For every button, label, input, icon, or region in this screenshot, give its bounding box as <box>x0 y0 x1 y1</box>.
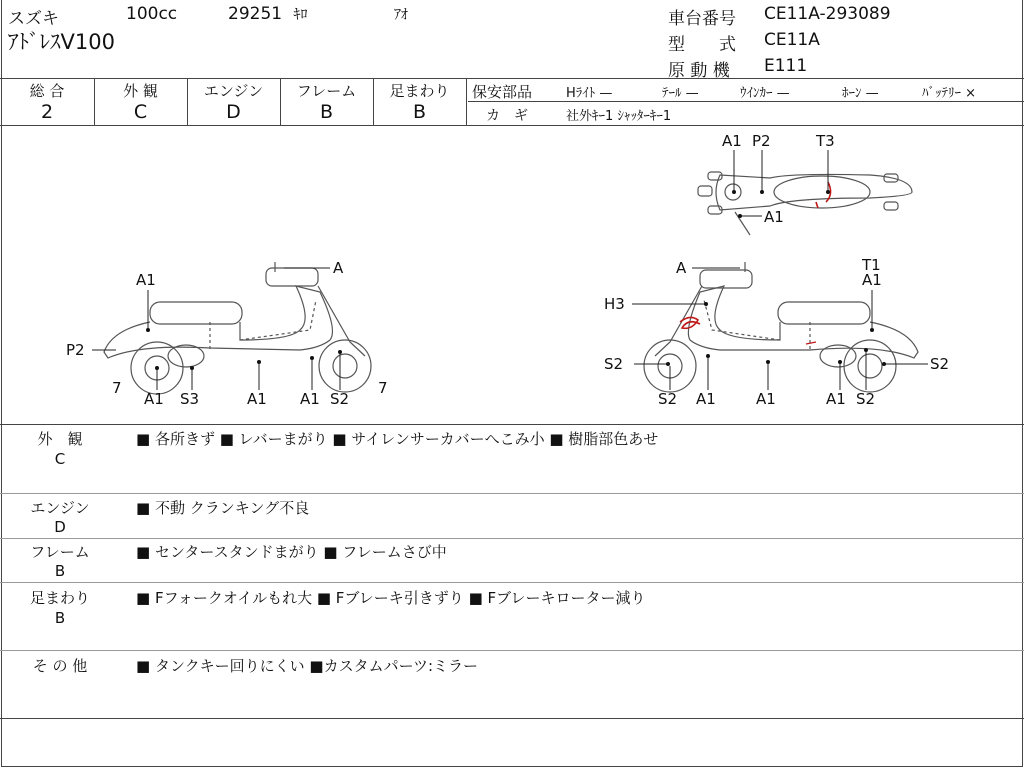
safety-label: 保安部品 <box>472 83 533 101</box>
diag-right-s2-b2: S2 <box>856 390 876 408</box>
rule <box>0 538 1024 539</box>
diag-top-a1-side: A1 <box>764 208 784 226</box>
mileage-value: 29251 <box>228 4 283 24</box>
diag-right-a1-b1: A1 <box>696 390 716 408</box>
safety-item-headlight: Hﾗｲﾄ — <box>566 86 613 101</box>
diag-right-a1-b3: A1 <box>826 390 846 408</box>
diag-left-7a: 7 <box>112 379 122 397</box>
diag-left-s3: S3 <box>180 390 200 408</box>
rule <box>468 101 1024 102</box>
section-text-frame: ■ センタースタンドまがり ■ フレームさび中 <box>136 543 447 561</box>
score-label-engine: エンジン <box>203 82 264 100</box>
score-value-suspension: B <box>412 101 427 123</box>
model-name: ｱﾄﾞﾚｽV100 <box>8 30 115 54</box>
diag-right-a: A <box>676 259 687 277</box>
score-value-exterior: C <box>133 101 148 123</box>
mileage <box>228 4 308 24</box>
frame-no-label: 車台番号 <box>668 9 736 29</box>
diag-left-p2: P2 <box>66 341 85 359</box>
diag-right-a1-seat: A1 <box>862 271 882 289</box>
type: CE11A <box>764 30 820 50</box>
section-grade-engine: D <box>54 518 66 536</box>
diag-left-a1-seat: A1 <box>136 271 156 289</box>
maker: スズキ <box>8 9 59 29</box>
safety-item-winker: ｳｲﾝｶｰ — <box>740 86 790 101</box>
damage-diagram <box>0 125 1024 425</box>
safety-item-tail: ﾃｰﾙ — <box>662 86 699 101</box>
score-value-overall: 2 <box>40 101 54 123</box>
section-label-frame: フレーム <box>30 543 90 561</box>
mileage-unit: ｷﾛ <box>293 7 308 23</box>
diag-right-h3: H3 <box>604 295 625 313</box>
rule <box>0 650 1024 651</box>
type-label: 型 式 <box>668 35 736 55</box>
diag-top-p2: P2 <box>752 132 771 150</box>
safety-item-horn: ﾎｰﾝ — <box>842 86 879 101</box>
diag-left-a: A <box>333 259 344 277</box>
section-text-suspension: ■ Fフォークオイルもれ大 ■ Fブレーキ引きずり ■ Fブレーキローター減り <box>136 589 646 607</box>
diag-right-s2-right: S2 <box>930 355 950 373</box>
score-value-frame: B <box>319 101 334 123</box>
section-grade-frame: B <box>54 562 66 580</box>
section-text-engine: ■ 不動 クランキング不良 <box>136 499 310 517</box>
diag-top-a1: A1 <box>722 132 742 150</box>
diag-right-s2-b: S2 <box>658 390 678 408</box>
rule <box>0 582 1024 583</box>
top-view-scooter <box>698 172 912 235</box>
score-label-overall: 総 合 <box>29 82 65 100</box>
safety-item-battery: ﾊﾞｯﾃﾘｰ × <box>922 86 977 101</box>
diag-left-s2: S2 <box>330 390 350 408</box>
key-label: カ ギ <box>486 108 528 124</box>
section-label-exterior: 外 観 <box>37 430 83 448</box>
rule <box>0 493 1024 494</box>
frame-no: CE11A-293089 <box>764 4 891 24</box>
section-text-other: ■ タンクキー回りにくい ■カスタムパーツ:ミラー <box>136 657 479 675</box>
diag-right-s2-left: S2 <box>604 355 624 373</box>
score-label-frame: フレーム <box>296 82 357 100</box>
diag-top-t3: T3 <box>816 132 835 150</box>
key-text: 社外ｷｰ1 ｼｬｯﾀｰｷｰ1 <box>566 109 672 124</box>
score-value-engine: D <box>226 101 241 123</box>
diag-left-7b: 7 <box>378 379 388 397</box>
diag-right-t1: T1 <box>862 256 881 274</box>
diag-left-a1-b1: A1 <box>144 390 164 408</box>
score-label-suspension: 足まわり <box>389 82 450 100</box>
diag-left-a1-b2: A1 <box>247 390 267 408</box>
color: ｱｵ <box>394 7 408 23</box>
section-text-exterior: ■ 各所きず ■ レバーまがり ■ サイレンサーカバーへこみ小 ■ 樹脂部色あせ <box>136 430 659 448</box>
diag-right-a1-b2: A1 <box>756 390 776 408</box>
rule <box>0 424 1024 425</box>
rule <box>466 78 467 125</box>
score-label-exterior: 外 観 <box>123 82 158 100</box>
engine-label: 原 動 機 <box>668 61 730 81</box>
rule <box>0 78 1024 79</box>
section-label-suspension: 足まわり <box>29 589 90 607</box>
section-grade-suspension: B <box>54 609 66 627</box>
section-label-other: そ の 他 <box>32 657 88 675</box>
diag-left-a1-b3: A1 <box>300 390 320 408</box>
displacement: 100cc <box>126 4 178 24</box>
section-label-engine: エンジン <box>30 499 90 517</box>
engine: E111 <box>764 56 808 76</box>
rule <box>0 718 1024 719</box>
section-grade-exterior: C <box>54 450 66 468</box>
